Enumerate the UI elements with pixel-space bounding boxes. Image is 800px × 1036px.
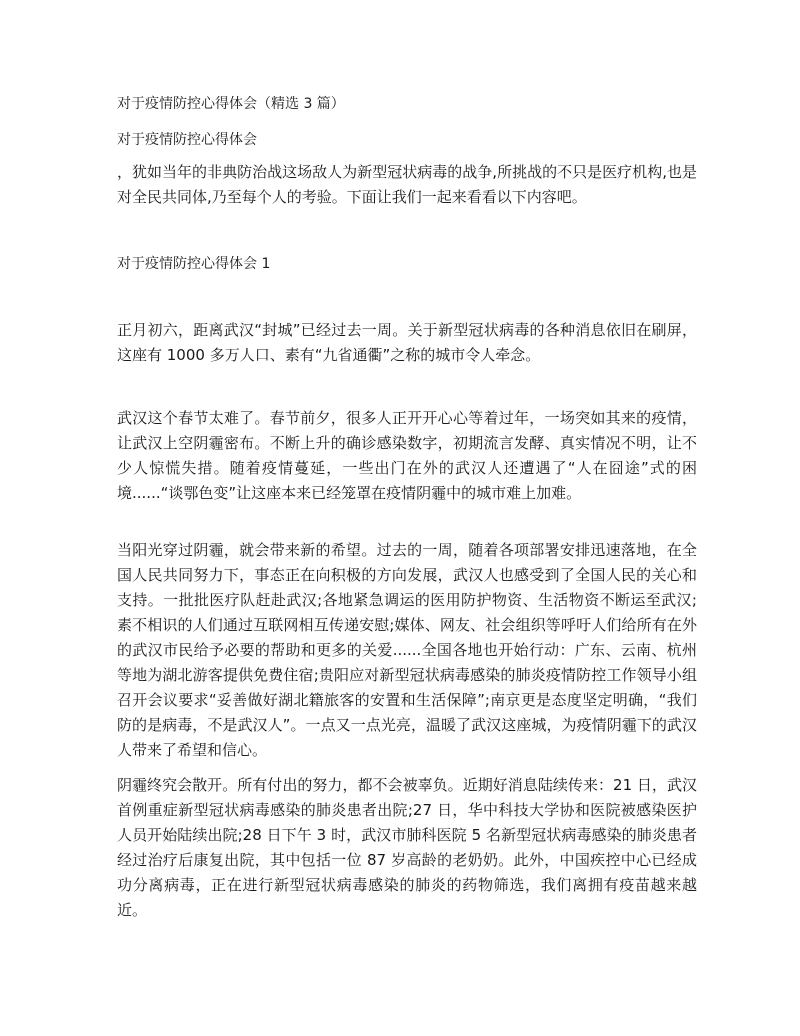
section-heading: 对于疫情防控心得体会 1: [117, 256, 271, 272]
body-paragraph-3: 当阳光穿过阴霾，就会带来新的希望。过去的一周，随着各项部署安排迅速落地，在全国人民共同努力下，事态正在向积极的方向发展，武汉人也感受到了全国人民的关心和支持。一批批医疗队赶赴武汉;各地紧急调运的医用防护物资、生活物资不断运至武汉;素不相识的人们通过互联网相互传递安慰;媒体、网友、社会组织等呼吁人们给所有在外的武汉市民给予必要的帮助和更多的关爱......全国各地也开始行动：广东、云南、杭州等地为湖北游客提供免费住宿;贵阳应对新型冠状病毒感染的肺炎疫情防控工作领导小组召开会议要求“妥善做好湖北籍旅客的安置和生活保障”;南京更是态度坚定明确，“我们防的是病毒，不是武汉人”。一点又一点光亮，温暖了武汉这座城，为疫情阴霾下的武汉人带来了希望和信心。: [117, 541, 697, 759]
body-paragraph-1: 正月初六，距离武汉“封城”已经过去一周。关于新型冠状病毒的各种消息依旧在刷屏，这座有 1000 多万人口、素有“九省通衢”之称的城市令人牵念。: [117, 321, 697, 364]
body-paragraph-4: 阴霾终究会散开。所有付出的努力，都不会被辜负。近期好消息陆续传来：21 日，武汉首例重症新型冠状病毒感染的肺炎患者出院;27 日，华中科技大学协和医院被感染医护人员开始陆续出院;28 日下午 3 时，武汉市肺科医院 5 名新型冠状病毒感染的肺炎患者经过治疗后康复出院，其中包括一位 87 岁高龄的老奶奶。此外，中国疾控中心已经成功分离病毒，正在进行新型冠状病毒感染的肺炎的药物筛选，我们离拥有疫苗越来越近。: [117, 776, 697, 919]
intro-paragraph: ，犹如当年的非典防治战这场敌人为新型冠状病毒的战争,所挑战的不只是医疗机构,也是对全民共同体,乃至每个人的考验。下面让我们一起来看看以下内容吧。: [117, 163, 697, 206]
document-title: 对于疫情防控心得体会（精选 3 篇）: [117, 96, 345, 112]
document-subtitle: 对于疫情防控心得体会: [117, 132, 257, 148]
body-paragraph-2: 武汉这个春节太难了。春节前夕，很多人正开开心心等着过年，一场突如其来的疫情，让武汉上空阴霾密布。不断上升的确诊感染数字，初期流言发酵、真实情况不明，让不少人惊慌失措。随着疫情蔓延，一些出门在外的武汉人还遭遇了“人在囧途”式的困境......“谈鄂色变”让这座本来已经笼罩在疫情阴霾中的城市难上加难。: [117, 409, 697, 502]
